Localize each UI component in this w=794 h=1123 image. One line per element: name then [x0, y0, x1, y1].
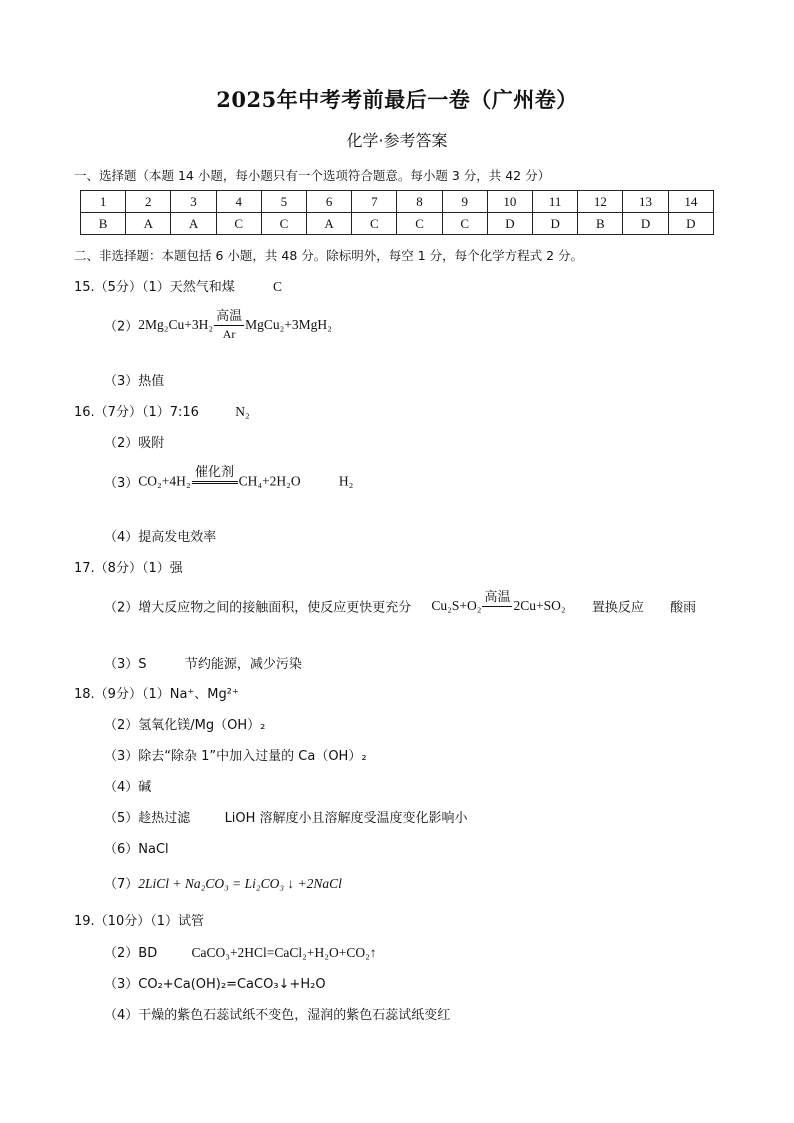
question-number-cell: 13	[623, 191, 668, 213]
answer-table-number-row	[81, 191, 714, 213]
q19-part3: （3）CO₂+Ca(OH)₂=CaCO₃↓+H₂O	[104, 977, 326, 992]
answer-cell: A	[171, 213, 216, 235]
q19-equation-2: CaCO₃+2HCl=CaCl₂+H₂O+CO₂↑	[191, 945, 377, 960]
q17-part2	[104, 590, 696, 622]
page-title: 2025年中考考前最后一卷（广州卷）	[216, 87, 578, 112]
q15-equation-left: 2Mg₂Cu+3H₂	[138, 317, 214, 332]
question-number-cell: 4	[216, 191, 261, 213]
question-number-cell: 6	[307, 191, 352, 213]
q16-part3-label: （3）	[104, 476, 139, 491]
question-number-cell: 3	[171, 191, 216, 213]
q17-part1: 17.（8分）（1）强	[74, 561, 183, 576]
q15-answer-1b: C	[273, 279, 283, 294]
q15-equation-right: MgCu₂+3MgH₂	[245, 317, 332, 332]
answer-cell: C	[397, 213, 442, 235]
answer-cell: C	[442, 213, 487, 235]
answer-cell: B	[578, 213, 623, 235]
q18-part3: （3）除去“除杂 1”中加入过量的 Ca（OH）₂	[104, 749, 367, 764]
question-number-cell: 14	[668, 191, 713, 213]
q19-part2-label: （2）BD	[104, 946, 158, 961]
q18-part1: 18.（9分）（1）Na⁺、Mg²⁺	[74, 687, 239, 702]
answer-cell: A	[307, 213, 352, 235]
q18-part4: （4）碱	[104, 780, 152, 795]
q16-head: 16.（7分）（1）7:16	[74, 405, 199, 420]
q15-condition-bottom: Ar	[222, 327, 236, 341]
answer-table	[80, 190, 714, 235]
page-subtitle: 化学·参考答案	[346, 131, 448, 150]
q17-condition-top: 高温	[484, 590, 511, 605]
q15-part2	[104, 309, 332, 341]
q18-equation: 2LiCl + Na₂CO₃ = Li₂CO₃ ↓ +2NaCl	[138, 876, 342, 891]
q16-part3	[104, 465, 353, 498]
answer-cell: C	[216, 213, 261, 235]
q17-part3	[104, 653, 302, 672]
q15-part2-label: （2）	[104, 319, 139, 335]
q17-answer-3b: 节约能源，减少污染	[184, 657, 302, 672]
q17-answer-acid-rain: 酸雨	[670, 600, 697, 616]
question-number-cell: 8	[397, 191, 442, 213]
q17-equation-right: 2Cu+SO₂	[513, 598, 566, 613]
q19-part4: （4）干燥的紫色石蕊试纸不变色，湿润的紫色石蕊试纸变红	[104, 1008, 451, 1023]
q16-equation-left: CO₂+4H₂	[138, 473, 191, 489]
q15-condition-top: 高温	[216, 309, 243, 324]
answer-cell: D	[668, 213, 713, 235]
q17-equation-left: Cu₂S+O₂	[431, 598, 482, 613]
q18-answer-5b: LiOH 溶解度小且溶解度受温度变化影响小	[224, 811, 468, 826]
question-number-cell: 10	[487, 191, 532, 213]
question-number-cell: 1	[81, 191, 126, 213]
q16-answer-3b: H₂	[338, 473, 354, 489]
q19-part2	[104, 942, 377, 961]
q18-part5	[104, 807, 468, 826]
q18-part7-label: （7）	[104, 877, 139, 892]
question-number-cell: 12	[578, 191, 623, 213]
q17-answer-reaction-type: 置换反应	[591, 600, 644, 616]
answer-cell: D	[533, 213, 578, 235]
q15-head: 15.（5分）（1）天然气和煤	[74, 280, 235, 295]
q16-part4: （4）提高发电效率	[104, 530, 217, 545]
q16-equation-right: CH₄+2H₂O	[238, 473, 301, 489]
answer-cell: A	[126, 213, 171, 235]
question-number-cell: 5	[261, 191, 306, 213]
question-number-cell: 2	[126, 191, 171, 213]
q17-part3-label: （3）S	[104, 657, 147, 672]
answer-cell: C	[352, 213, 397, 235]
answer-cell: C	[261, 213, 306, 235]
q18-part2: （2）氢氧化镁/Mg（OH）₂	[104, 718, 266, 733]
q16-part2: （2）吸附	[104, 436, 165, 451]
question-number-cell: 11	[533, 191, 578, 213]
answer-cell: B	[81, 213, 126, 235]
q18-part7	[104, 873, 342, 892]
section-nonchoice-heading: 二、非选择题：本题包括 6 小题，共 48 分。除标明外，每空 1 分，每个化学方程式 2 分。	[74, 248, 584, 263]
q17-part2-text: （2）增大反应物之间的接触面积，使反应更快更充分	[104, 600, 412, 616]
question-number-cell: 9	[442, 191, 487, 213]
q18-part5-label: （5）趁热过滤	[104, 811, 191, 826]
answer-cell: D	[623, 213, 668, 235]
q16-condition-top: 催化剂	[195, 465, 235, 480]
q19-part1: 19.（10分）（1）试管	[74, 914, 204, 929]
q15-part1	[74, 276, 282, 295]
q18-part6: （6）NaCl	[104, 842, 169, 857]
answer-table-answer-row	[81, 213, 714, 235]
q16-part1	[74, 401, 250, 420]
answer-cell: D	[487, 213, 532, 235]
q16-answer-1b: N₂	[235, 404, 250, 419]
section-choice-heading: 一、选择题（本题 14 小题，每小题只有一个选项符合题意。每小题 3 分，共 42 分）	[74, 168, 551, 183]
q15-part3: （3）热值	[104, 374, 165, 389]
question-number-cell: 7	[352, 191, 397, 213]
